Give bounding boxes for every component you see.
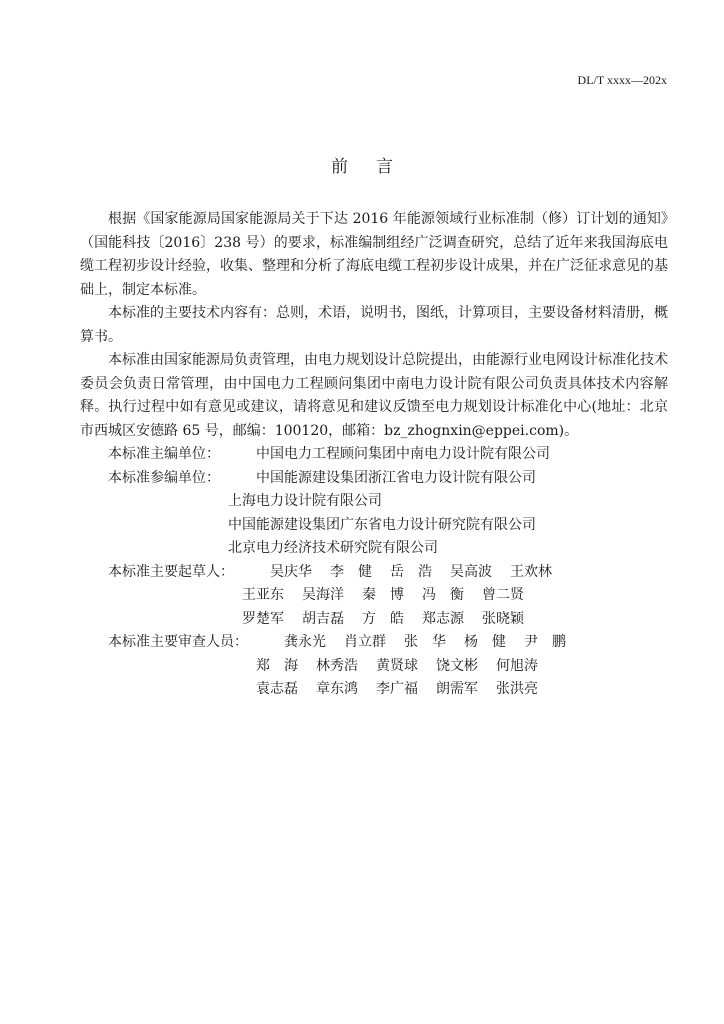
drafter-name: 吴庆华: [270, 563, 312, 580]
drafters-names: [242, 608, 542, 632]
reviewer-name: 袁志磊: [256, 681, 298, 697]
drafter-name: 岳 浩: [390, 563, 432, 580]
chief-editor-row: [80, 443, 668, 467]
paragraph-basis: 根据《国家能源局国家能源局关于下达 2016 年能源领域行业标准制（修）订计划的通知》（国能科技〔2016〕238 号）的要求，标准编制组经广泛调查研究，总结了近年来我国海底电缆工程初步设计经验，收集、整理和分析了海底电缆工程初步设计成果，并在广泛征求意见的基础上，制定本标准。: [80, 211, 668, 298]
reviewer-name: 张 华: [404, 634, 446, 650]
drafter-name: 曾二贤: [482, 587, 524, 603]
reviewers-row: [80, 631, 668, 655]
document-code: DL/T xxxx—202x: [577, 73, 667, 87]
reviewer-name: 龚永光: [284, 634, 326, 650]
reviewer-name: 郑 海: [256, 657, 298, 674]
preface-body: [80, 208, 668, 702]
participant-row: [80, 467, 668, 491]
reviewer-name: 林秀浩: [316, 657, 358, 674]
participant-org: 北京电力经济技术研究院有限公司: [228, 540, 438, 556]
drafter-name: 冯 衡: [422, 587, 464, 603]
drafter-name: 吴高波: [450, 563, 492, 580]
reviewer-name: 朗需军: [436, 681, 478, 697]
chief-editor-label: 本标准主编单位：: [108, 446, 220, 462]
reviewers-label: 本标准主要审查人员：: [108, 634, 248, 650]
drafters-row: [80, 561, 668, 585]
drafter-name: 李 健: [330, 563, 372, 580]
drafters-names: [270, 561, 570, 585]
drafters-label: 本标准主要起草人：: [108, 563, 234, 580]
reviewers-row: [80, 655, 668, 679]
reviewers-names: [284, 631, 584, 655]
drafters-row: [80, 608, 668, 632]
participant-org: 中国能源建设集团浙江省电力设计院有限公司: [256, 469, 536, 486]
drafter-name: 王亚东: [242, 587, 284, 603]
participant-org: 上海电力设计院有限公司: [228, 493, 382, 509]
reviewers-names: [256, 655, 556, 679]
page-title: 前言: [331, 157, 421, 177]
drafter-name: 吴海洋: [302, 587, 344, 603]
reviewers-row: [80, 678, 668, 702]
reviewer-name: 尹 鹏: [524, 634, 566, 650]
drafter-name: 罗楚军: [242, 610, 284, 627]
drafter-name: 王欢林: [510, 563, 552, 580]
chief-editor-org: 中国电力工程顾问集团中南电力设计院有限公司: [256, 446, 550, 462]
reviewer-name: 李广福: [376, 681, 418, 697]
participant-label: 本标准参编单位：: [108, 469, 220, 486]
reviewer-name: 饶文彬: [436, 657, 478, 674]
drafters-row: [80, 584, 668, 608]
drafter-name: 方 皓: [362, 610, 404, 627]
reviewer-name: 肖立群: [344, 634, 386, 650]
participant-row: [80, 490, 668, 514]
participant-org: 中国能源建设集团广东省电力设计研究院有限公司: [228, 516, 536, 533]
drafter-name: 张晓颖: [482, 610, 524, 627]
reviewer-name: 黄贤球: [376, 657, 418, 674]
drafter-name: 胡吉磊: [302, 610, 344, 627]
paragraph-contents: 本标准的主要技术内容有：总则，术语，说明书，图纸，计算项目，主要设备材料清册，概算书。: [80, 305, 668, 345]
reviewer-name: 何旭涛: [496, 657, 538, 674]
drafter-name: 郑志源: [422, 610, 464, 627]
participant-row: [80, 537, 668, 561]
drafter-name: 秦 博: [362, 587, 404, 603]
reviewer-name: 杨 健: [464, 634, 506, 650]
participant-row: [80, 514, 668, 538]
reviewer-name: 章东鸿: [316, 681, 358, 697]
reviewers-names: [256, 678, 556, 702]
paragraph-management: 本标准由国家能源局负责管理，由电力规划设计总院提出，由能源行业电网设计标准化技术委员会负责日常管理，由中国电力工程顾问集团中南电力设计院有限公司负责具体技术内容解释。执行过程中如有意见或建议，请将意见和建议反馈至电力规划设计标准化中心(地址：北京市西城区安德路 65 号，邮编：100120，邮箱：bz_zhognxin@eppei.com)。: [80, 352, 668, 439]
reviewer-name: 张洪亮: [496, 681, 538, 697]
drafters-names: [242, 584, 542, 608]
